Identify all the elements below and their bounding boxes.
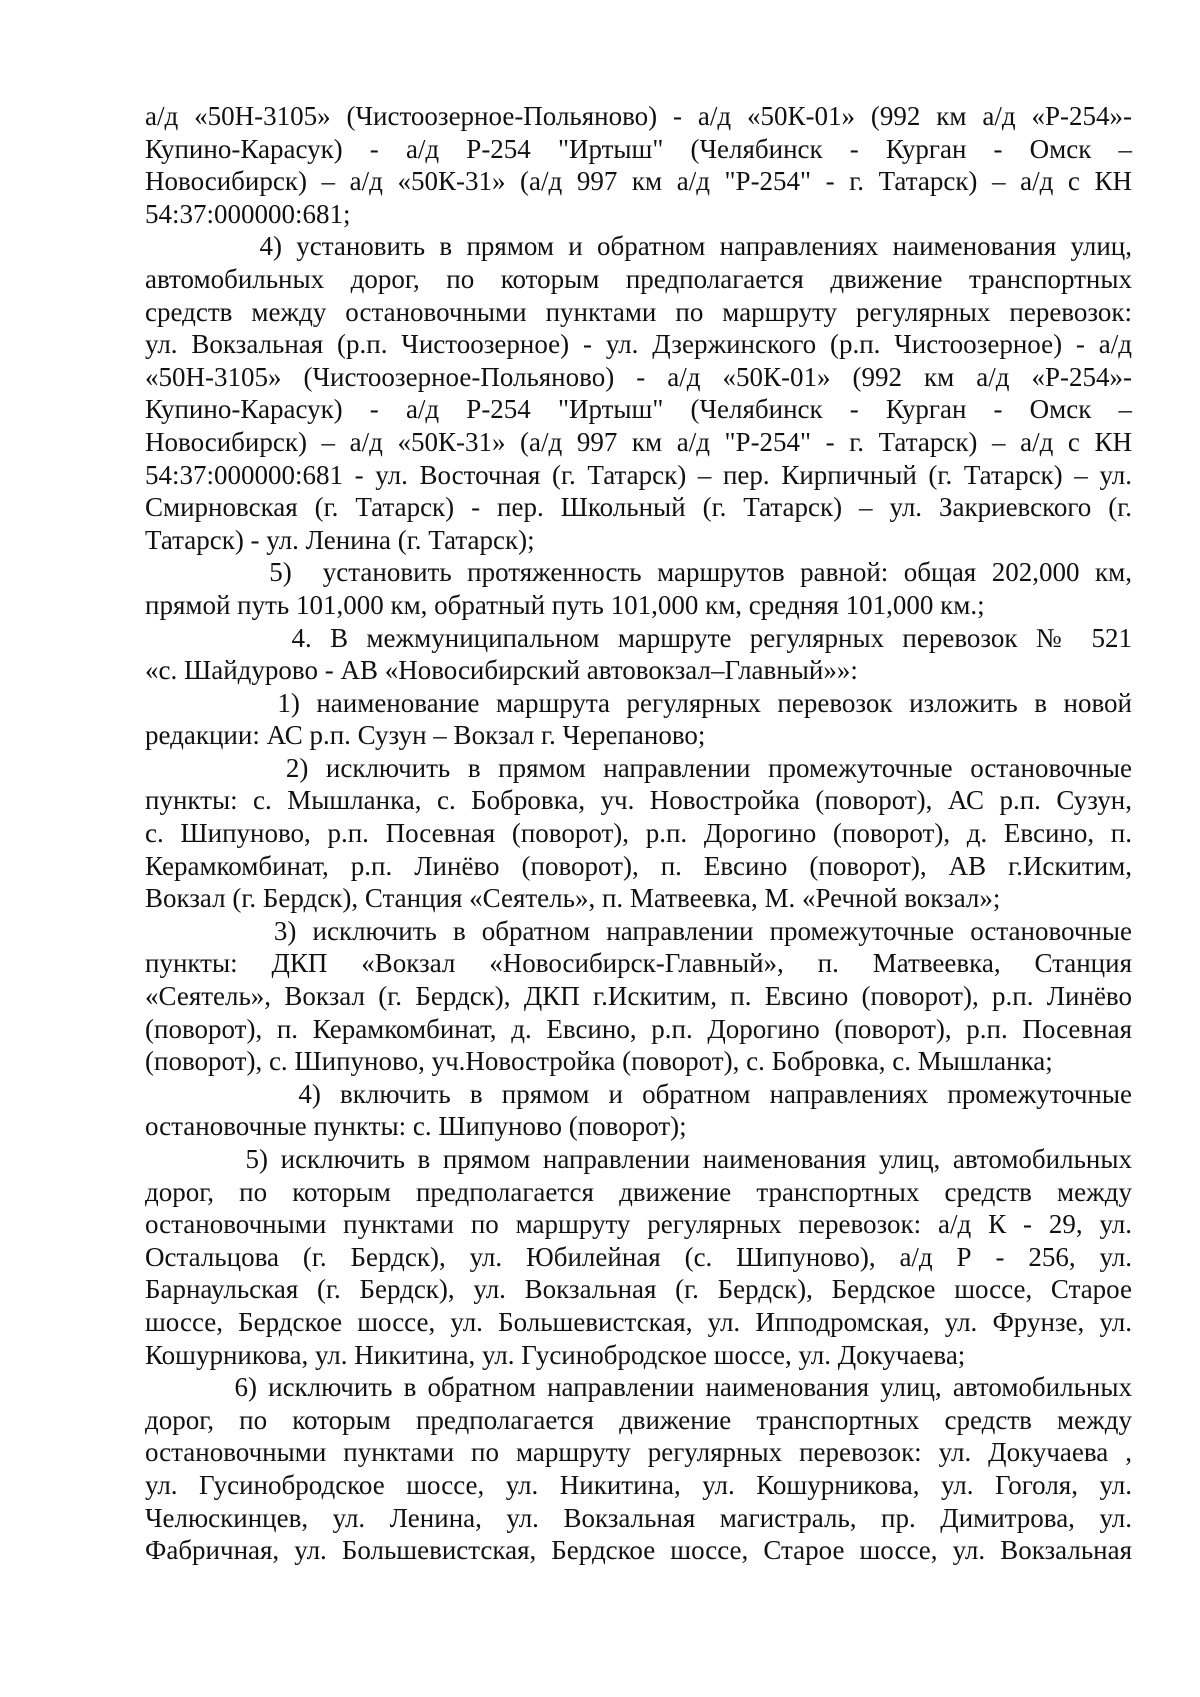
text-line: 54:37:000000:681; — [145, 198, 351, 229]
text-line: остановочными пунктами по маршруту регулярных перевозок: ул. Докучаева , — [145, 1437, 1132, 1468]
text-line: 4. В межмуниципальном маршруте регулярных перевозок № 521 — [145, 622, 1132, 653]
text-line: шоссе, Бердское шоссе, ул. Большевистская, ул. Ипподромская, ул. Фрунзе, ул. — [145, 1306, 1132, 1337]
text-line: Фабричная, ул. Большевистская, Бердское шоссе, Старое шоссе, ул. Вокзальная — [145, 1535, 1132, 1566]
text-line: Барнаульская (г. Бердск), ул. Вокзальная (г. Бердск), Бердское шоссе, Старое — [145, 1274, 1132, 1305]
text-line: Новосибирск) – а/д «50К-31» (а/д 997 км а/д "Р-254" - г. Татарск) – а/д с КН — [145, 426, 1132, 457]
text-line: Вокзал (г. Бердск), Станция «Сеятель», п. Матвеевка, М. «Речной вокзал»; — [145, 883, 1001, 914]
text-line: прямой путь 101,000 км, обратный путь 101,000 км, средняя 101,000 км.; — [145, 589, 985, 620]
text-line: (поворот), с. Шипуново, уч.Новостройка (поворот), с. Бобровка, с. Мышланка; — [145, 1046, 1053, 1077]
paragraph-item-3-reverse-stops — [145, 915, 1132, 1078]
text-line: «50Н-3105» (Чистоозерное-Польяново) - а/д «50К-01» (992 км а/д «Р-254»- — [145, 361, 1132, 392]
paragraph-section-4-heading — [145, 622, 1132, 687]
text-line: «Сеятель», Вокзал (г. Бердск), ДКП г.Искитим, п. Евсино (поворот), р.п. Линёво — [145, 981, 1132, 1012]
text-line: средств между остановочными пунктами по маршруту регулярных перевозок: — [145, 296, 1132, 327]
text-line: Челюскинцев, ул. Ленина, ул. Вокзальная магистраль, пр. Димитрова, ул. — [145, 1502, 1132, 1533]
text-line: пункты: ДКП «Вокзал «Новосибирск-Главный», п. Матвеевка, Станция — [145, 948, 1132, 979]
paragraph-route-continuation — [145, 100, 1132, 230]
text-line: Купино-Карасук) - а/д Р-254 "Иртыш" (Челябинск - Курган - Омск – — [145, 133, 1132, 164]
text-line: дорог, по которым предполагается движение транспортных средств между — [145, 1176, 1132, 1207]
text-line: «с. Шайдурово - АВ «Новосибирский автовокзал–Главный»»: — [145, 655, 858, 686]
text-line: Татарск) - ул. Ленина (г. Татарск); — [145, 524, 535, 555]
text-line: Остальцова (г. Бердск), ул. Юбилейная (с. Шипуново), а/д Р - 256, ул. — [145, 1241, 1132, 1272]
text-line: остановочными пунктами по маршруту регулярных перевозок: а/д К - 29, ул. — [145, 1209, 1132, 1240]
text-line: Керамкомбинат, р.п. Линёво (поворот), п. Евсино (поворот), АВ г.Искитим, — [145, 850, 1132, 881]
text-line: автомобильных дорог, по которым предполагается движение транспортных — [145, 263, 1132, 294]
text-line: дорог, по которым предполагается движение транспортных средств между — [145, 1404, 1132, 1435]
text-line: а/д «50Н-3105» (Чистоозерное-Польяново) - а/д «50К-01» (992 км а/д «Р-254»- — [145, 101, 1132, 131]
text-line: 6) исключить в обратном направлении наименования улиц, автомобильных — [145, 1372, 1132, 1403]
paragraph-item-2-forward-stops — [145, 752, 1132, 915]
paragraph-item-4-streets — [145, 230, 1132, 556]
text-line: 54:37:000000:681 - ул. Восточная (г. Татарск) – пер. Кирпичный (г. Татарск) – ул. — [145, 459, 1132, 490]
text-line: ул. Гусинобродское шоссе, ул. Никитина, ул. Кошурникова, ул. Гоголя, ул. — [145, 1469, 1132, 1500]
text-line: Купино-Карасук) - а/д Р-254 "Иртыш" (Челябинск - Курган - Омск – — [145, 394, 1132, 425]
text-line: Кошурникова, ул. Никитина, ул. Гусинобродское шоссе, ул. Докучаева; — [145, 1339, 966, 1370]
text-line: (поворот), п. Керамкомбинат, д. Евсино, р.п. Дорогино (поворот), р.п. Посевная — [145, 1013, 1132, 1044]
text-line: 4) установить в прямом и обратном направлениях наименования улиц, — [145, 231, 1132, 262]
document-page — [145, 100, 1132, 1567]
text-line: ул. Вокзальная (р.п. Чистоозерное) - ул. Дзержинского (р.п. Чистоозерное) - а/д — [145, 329, 1132, 360]
text-line: пункты: с. Мышланка, с. Бобровка, уч. Новостройка (поворот), АС р.п. Сузун, — [145, 785, 1132, 816]
text-line: 4) включить в прямом и обратном направлениях промежуточные — [145, 1078, 1132, 1109]
text-line: с. Шипуново, р.п. Посевная (поворот), р.п. Дорогино (поворот), д. Евсино, п. — [145, 818, 1132, 849]
text-line: остановочные пункты: с. Шипуново (поворот); — [145, 1111, 687, 1142]
paragraph-item-1-name — [145, 687, 1132, 752]
paragraph-item-5-forward-streets — [145, 1143, 1132, 1371]
text-line: 3) исключить в обратном направлении промежуточные остановочные — [145, 915, 1132, 946]
paragraph-item-4-include-stops — [145, 1078, 1132, 1143]
text-line: Смирновская (г. Татарск) - пер. Школьный (г. Татарск) – ул. Закриевского (г. — [145, 492, 1132, 523]
text-line: Новосибирск) – а/д «50К-31» (а/д 997 км а/д "Р-254" - г. Татарск) – а/д с КН — [145, 166, 1132, 197]
text-line: 5) установить протяженность маршрутов равной: общая 202,000 км, — [145, 557, 1132, 588]
text-line: 1) наименование маршрута регулярных перевозок изложить в новой — [145, 687, 1132, 718]
paragraph-item-5-length — [145, 556, 1132, 621]
text-line: 2) исключить в прямом направлении промежуточные остановочные — [145, 752, 1132, 783]
text-line: 5) исключить в прямом направлении наименования улиц, автомобильных — [145, 1144, 1132, 1174]
paragraph-item-6-reverse-streets — [145, 1371, 1132, 1567]
text-line: редакции: АС р.п. Сузун – Вокзал г. Черепаново; — [145, 720, 706, 751]
